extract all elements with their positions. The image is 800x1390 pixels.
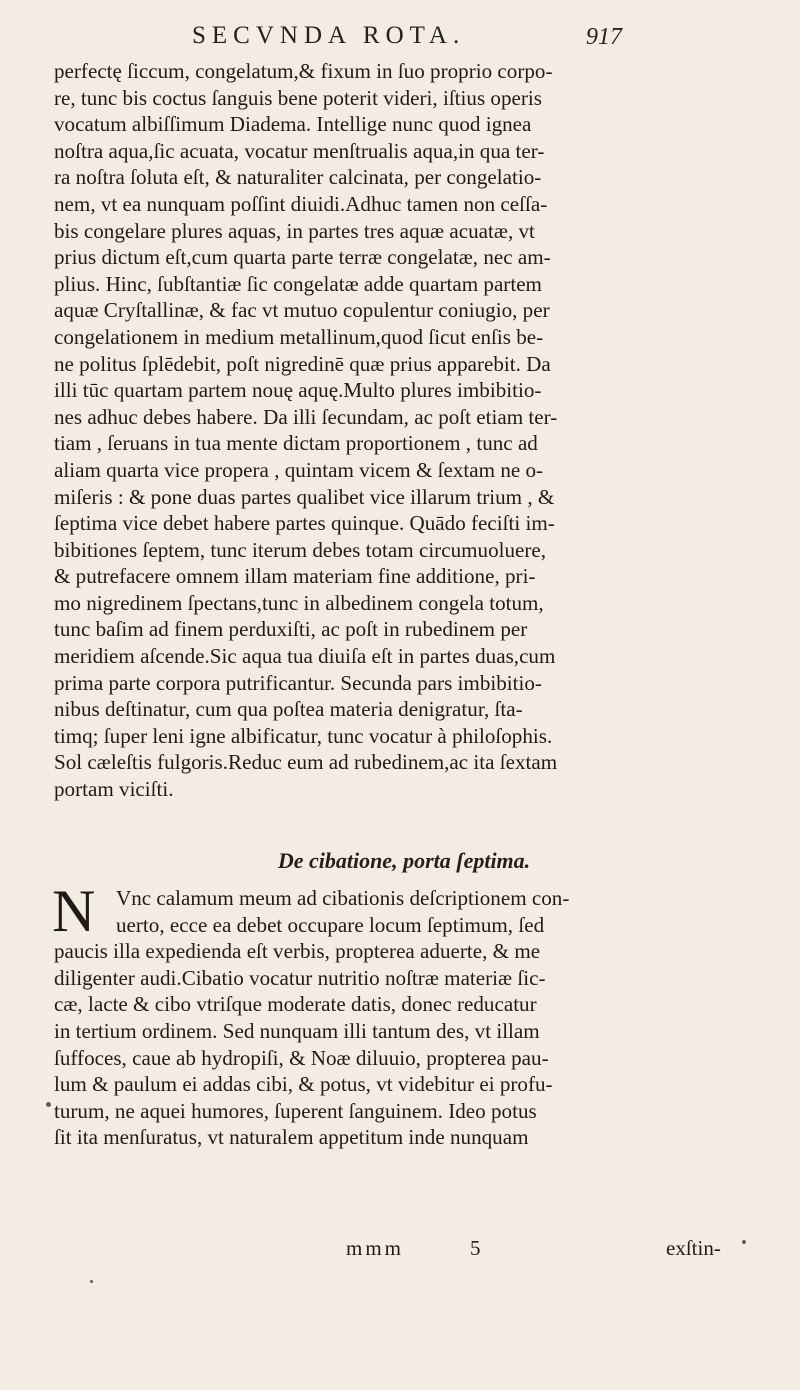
text-line: aquæ Cryſtallinæ, & fac vt mutuo copulentur coniugio, per [54,298,550,323]
text-line: paucis illa expedienda eſt verbis, propterea aduerte, & me [54,939,541,964]
text-line: congelationem in medium metallinum,quod ſicut enſis be- [54,324,544,349]
text-line: ne politus ſplēdebit, poſt nigredinē quæ prius apparebit. Da [54,351,551,376]
text-line: & putrefacere omnem illam materiam fine additione, pri- [54,564,536,589]
text-line: tiam , ſeruans in tua mente dictam proportionem , tunc ad [54,431,538,456]
text-line: illi tūc quartam partem nouę aquę.Multo plures imbibitio- [54,378,542,403]
text-line: nem, vt ea nunquam poſſint diuidi.Adhuc tamen non ceſſa- [54,191,548,216]
text-line: ra noſtra ſoluta eſt, & naturaliter calcinata, per congelatio- [54,165,542,190]
paper-speck [90,1280,93,1283]
text-line: in tertium ordinem. Sed nunquam illi tantum des, vt illam [54,1018,540,1043]
text-line: vocatum albiſſimum Diadema. Intellige nunc quod ignea [54,112,532,137]
paper-speck [742,1240,746,1244]
text-line: prima parte corpora putrificantur. Secunda pars imbibitio- [54,670,542,695]
text-line: ſuffoces, caue ab hydropiſi, & Noæ diluuio, propterea pau- [54,1045,549,1070]
text-line: turum, ne aquei humores, ſuperent ſanguinem. Ideo potus [54,1098,537,1123]
text-line: tunc baſim ad finem perduxiſti, ac poſt in rubedinem per [54,617,528,642]
text-line: prius dictum eſt,cum quarta parte terræ congelatæ, nec am- [54,245,551,270]
signature-number: 5 [470,1236,481,1260]
text-line: meridiem aſcende.Sic aqua tua diuiſa eſt in partes duas,cum [54,644,556,669]
text-line: Sol cæleſtis fulgoris.Reduc eum ad rubedinem,ac ita ſextam [54,750,558,775]
catchword: exſtin- [666,1236,721,1260]
paragraph-main-text [54,58,754,803]
text-line: bis congelare plures aquas, in partes tres aquæ acuatæ, vt [54,218,535,243]
text-line: mo nigredinem ſpectans,tunc in albedinem congela totum, [54,590,544,615]
text-line: diligenter audi.Cibatio vocatur nutritio noſtræ materiæ ſic- [54,965,546,990]
section-heading: De cibatione, porta ſeptima. [277,848,531,873]
text-line: miſeris : & pone duas partes qualibet vice illarum trium , & [54,484,555,509]
catchline [0,1236,800,1264]
paragraph-cibatio [52,878,754,1151]
text-line: re, tunc bis coctus ſanguis bene poterit videri, iſtius operis [54,85,542,110]
drop-cap: N [52,878,96,944]
page-number: 917 [586,24,622,50]
paper-speck [46,1102,51,1107]
text-line: ſeptima vice debet habere partes quinque. Quādo feciſti im- [54,511,555,536]
text-line: bibitiones ſeptem, tunc iterum debes totam circumuoluere, [54,537,547,562]
signature-mark: mmm [346,1236,405,1260]
running-title: SECVNDA ROTA. [192,22,466,49]
running-head [0,22,800,58]
text-line: portam viciſti. [54,777,174,802]
text-line: noſtra aqua,ſic acuata, vocatur menſtrualis aqua,in qua ter- [54,138,545,163]
text-line: cæ, lacte & cibo vtriſque moderate datis, donec reducatur [54,992,537,1017]
text-line: lum & paulum ei addas cibi, & potus, vt videbitur ei profu- [54,1072,553,1097]
text-line: nibus deſtinatur, cum qua poſtea materia denigratur, ſta- [54,697,523,722]
text-line: timq; ſuper leni igne albificatur, tunc vocatur à philoſophis. [54,723,553,748]
text-line: aliam quarta vice propera , quintam vicem & ſextam ne o- [54,457,544,482]
text-line: perfectę ſiccum, congelatum,& fixum in ſuo proprio corpo- [54,59,553,83]
text-line: plius. Hinc, ſubſtantiæ ſic congelatæ adde quartam partem [54,271,542,296]
text-line: Vnc calamum meum ad cibationis deſcriptionem con- [116,886,570,910]
text-line: ſit ita menſuratus, vt naturalem appetitum inde nunquam [54,1125,529,1150]
text-line: uerto, ecce ea debet occupare locum ſeptimum, ſed [116,912,545,937]
text-line: nes adhuc debes habere. Da illi ſecundam, ac poſt etiam ter- [54,404,558,429]
